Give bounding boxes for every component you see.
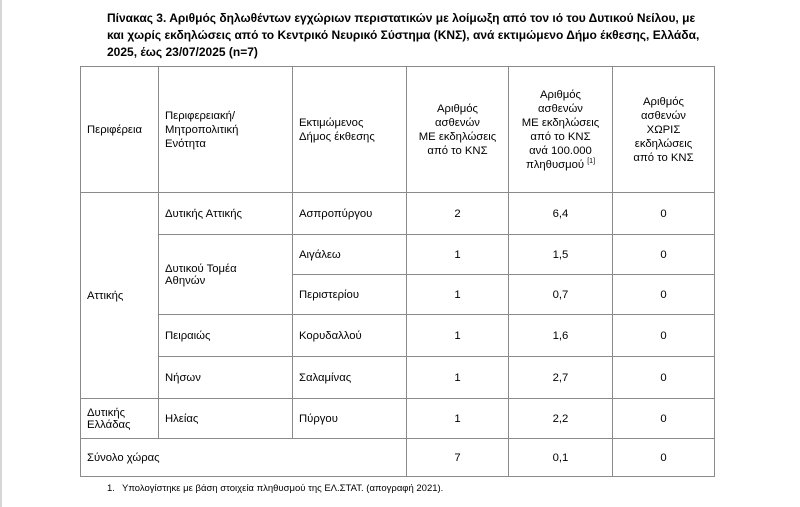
- regional-unit-cell: Πειραιώς: [159, 315, 293, 357]
- cases-table: [80, 66, 715, 477]
- table-caption: Πίνακας 3. Αριθμός δηλωθέντων εγχώριων περιστατικών με λοίμωξη από τον ιό του Δυτικού Νείλου, με και χωρίς εκδηλώσεις από το Κεντρικό Νευρικό Σύστημα (ΚΝΣ), ανά εκτιμώμενο Δήμο έκθεσης, Ελλάδα, 2025, έως 23/07/2025 (n=7): [107, 11, 700, 59]
- municipality-cell: Σαλαμίνας: [293, 357, 407, 399]
- municipality-cell: Περιστερίου: [293, 275, 407, 315]
- municipality-cell: Κορυδαλλού: [293, 315, 407, 357]
- header-row: [81, 67, 715, 193]
- header-without-cns: Αριθμός ασθενών ΧΩΡΙΣ εκδηλώσεις από το ΚΝΣ: [613, 67, 715, 193]
- table-row: [81, 235, 715, 275]
- table-row: [81, 357, 715, 399]
- municipality-cell: Ασπροπύργου: [293, 193, 407, 235]
- with-cns-cell: 1: [407, 399, 509, 439]
- table-row: [81, 399, 715, 439]
- rate-cell: 1,5: [509, 235, 613, 275]
- regional-unit-cell: Ηλείας: [159, 399, 293, 439]
- total-row: [81, 439, 715, 477]
- region-cell: Δυτικής Ελλάδας: [81, 399, 159, 439]
- page-edge: [0, 0, 2, 507]
- without-cns-cell: 0: [613, 235, 715, 275]
- footnote: [107, 483, 443, 494]
- with-cns-cell: 1: [407, 275, 509, 315]
- header-regional-unit: Περιφερειακή/ Μητροπολιτική Ενότητα: [159, 67, 293, 193]
- total-with-cns: 7: [407, 439, 509, 477]
- rate-cell: 6,4: [509, 193, 613, 235]
- footnote-ref: [1]: [587, 157, 596, 165]
- with-cns-cell: 2: [407, 193, 509, 235]
- without-cns-cell: 0: [613, 275, 715, 315]
- with-cns-cell: 1: [407, 357, 509, 399]
- total-rate: 0,1: [509, 439, 613, 477]
- without-cns-cell: 0: [613, 315, 715, 357]
- without-cns-cell: 0: [613, 357, 715, 399]
- without-cns-cell: 0: [613, 399, 715, 439]
- total-without-cns: 0: [613, 439, 715, 477]
- without-cns-cell: 0: [613, 193, 715, 235]
- header-rate: Αριθμός ασθενών ΜΕ εκδηλώσεις από το ΚΝΣ ανά 100.000 πληθυσμού [1]: [509, 67, 613, 193]
- rate-cell: 2,2: [509, 399, 613, 439]
- footnote-number: 1.: [107, 483, 115, 494]
- footnote-text: Υπολογίστηκε με βάση στοιχεία πληθυσμού της ΕΛ.ΣΤΑΤ. (απογραφή 2021).: [122, 483, 444, 494]
- region-cell: Αττικής: [81, 193, 159, 399]
- header-municipality: Εκτιμώμενος Δήμος έκθεσης: [293, 67, 407, 193]
- rate-cell: 0,7: [509, 275, 613, 315]
- total-label: Σύνολο χώρας: [81, 439, 407, 477]
- header-with-cns: Αριθμός ασθενών ΜΕ εκδηλώσεις από το ΚΝΣ: [407, 67, 509, 193]
- municipality-cell: Πύργου: [293, 399, 407, 439]
- table-row: [81, 315, 715, 357]
- rate-cell: 2,7: [509, 357, 613, 399]
- with-cns-cell: 1: [407, 315, 509, 357]
- regional-unit-cell: Δυτικής Αττικής: [159, 193, 293, 235]
- with-cns-cell: 1: [407, 235, 509, 275]
- municipality-cell: Αιγάλεω: [293, 235, 407, 275]
- table-row: [81, 193, 715, 235]
- regional-unit-cell: Δυτικού Τομέα Αθηνών: [159, 235, 293, 315]
- regional-unit-cell: Νήσων: [159, 357, 293, 399]
- rate-cell: 1,6: [509, 315, 613, 357]
- header-region: Περιφέρεια: [81, 67, 159, 193]
